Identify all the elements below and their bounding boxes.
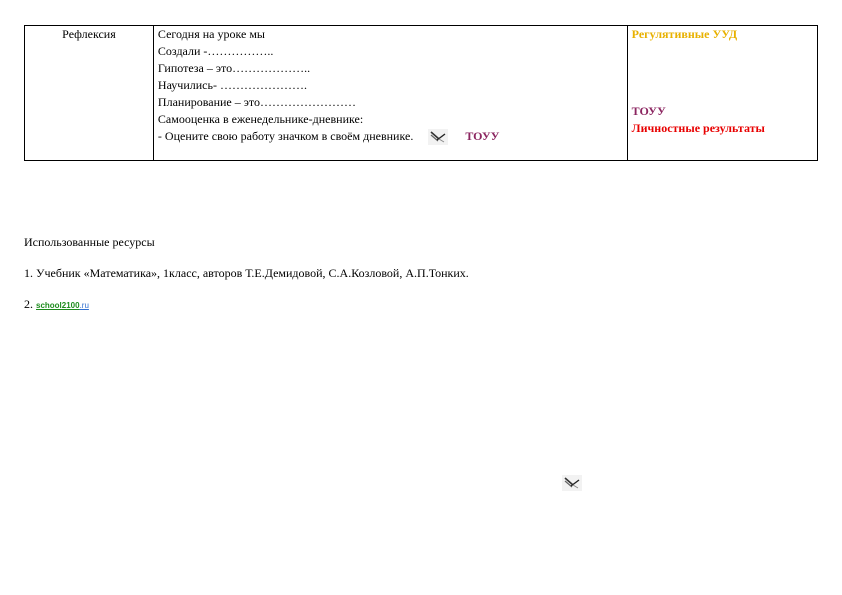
resource-item-1: 1. Учебник «Математика», 1класс, авторов Т.Е.Демидовой, С.А.Козловой, А.П.Тонких. <box>24 266 469 280</box>
content-line-5: Планирование – это…………………… <box>157 95 356 109</box>
lesson-table <box>24 25 818 161</box>
content-line-6: Самооценка в еженедельнике-дневнике: <box>157 112 364 126</box>
resource-item-2-number: 2. <box>24 297 33 311</box>
personal-results-label: Личностные результаты <box>631 121 765 135</box>
content-line-7 <box>158 128 623 145</box>
resources-title: Использованные ресурсы <box>24 235 155 249</box>
evaluate-instruction: - Оцените свою работу значком в своём дневнике. <box>157 129 414 143</box>
content-line-3: Гипотеза – это……………….. <box>157 61 311 75</box>
content-cell <box>153 26 627 161</box>
stage-label: Рефлексия <box>62 27 116 41</box>
school2100-link[interactable] <box>36 297 89 311</box>
results-spacer <box>632 43 813 103</box>
results-cell <box>627 26 817 161</box>
stage-cell <box>25 26 154 161</box>
toou-label: ТОУУ <box>631 104 666 118</box>
site-tld[interactable]: .ru <box>79 301 89 310</box>
resource-item-2 <box>24 296 89 314</box>
content-line-1: Сегодня на уроке мы <box>157 27 265 41</box>
content-line-4: Научились- …………………. <box>157 78 307 92</box>
toou-inline-label: ТОУУ <box>465 129 500 143</box>
table-row <box>25 26 818 161</box>
regulatory-uud-label: Регулятивные УУД <box>631 27 738 41</box>
content-line-2: Создали -…………….. <box>157 44 274 58</box>
pen-icon <box>562 475 582 491</box>
site-name[interactable]: school2100 <box>36 301 80 310</box>
pen-icon <box>428 129 448 145</box>
